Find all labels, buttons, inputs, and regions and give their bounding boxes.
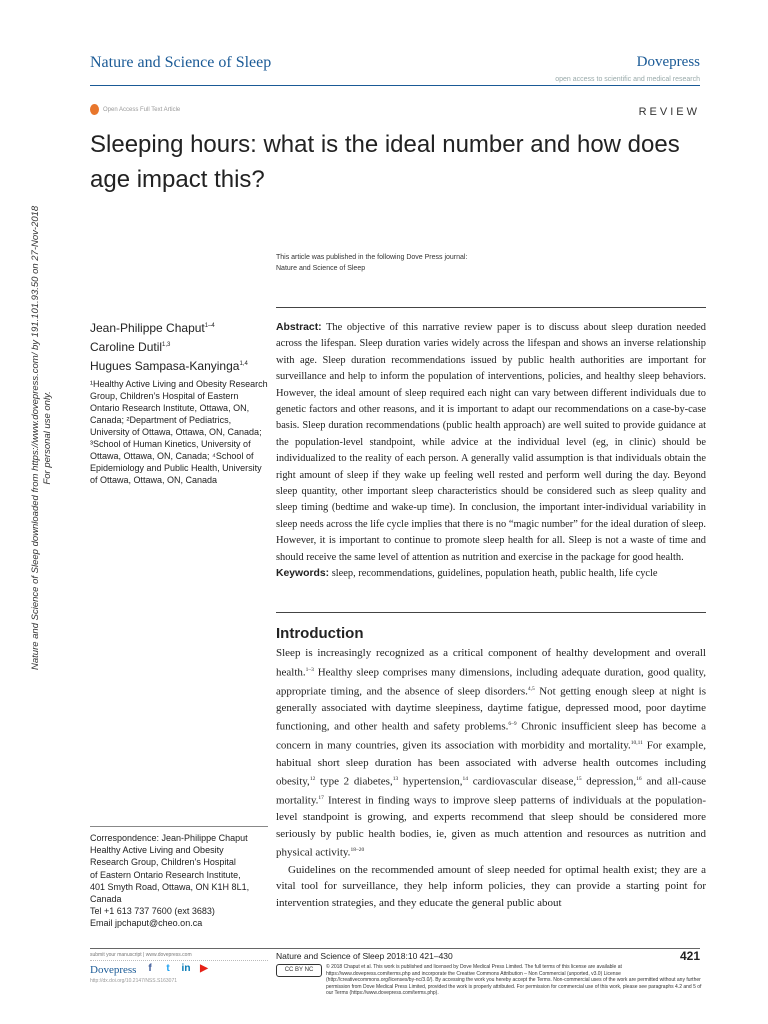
citation-ref[interactable]: 15 (576, 776, 582, 783)
paragraph (276, 645, 706, 862)
footer-rule (90, 948, 700, 949)
correspondence-rule (90, 826, 268, 827)
open-access-icon (90, 104, 99, 115)
published-journal[interactable]: Nature and Science of Sleep (276, 265, 366, 272)
keywords: sleep, recommendations, guidelines, population heath, public health, life cycle (331, 568, 658, 580)
correspondence-line: Canada (90, 894, 122, 905)
text-run: cardiovascular disease, (468, 775, 577, 788)
text-run: Healthy sleep comprises many dimensions, including adequate duration, good quality, appropriate timing, and the absence of sleep disorders. (276, 666, 706, 698)
abstract-top-rule (276, 307, 706, 308)
correspondence-line: Correspondence: Jean-Philippe Chaput (90, 833, 248, 843)
abstract-bottom-rule (276, 612, 706, 613)
abstract (276, 320, 706, 583)
publisher-logo[interactable]: Dovepress (636, 54, 700, 70)
citation-ref[interactable]: 18–20 (350, 847, 365, 854)
citation-ref[interactable]: 13 (392, 776, 399, 783)
affiliations: ¹Healthy Active Living and Obesity Research Group, Children’s Hospital of Eastern Ontario Research Institute, Ottawa, ON, Canada; ²Department of Pediatrics, University of Ottawa, Ottawa, ON, Canada; ³School of Human Kinetics, University of Ottawa, Ottawa, ON, Canada; ⁴School of Epidemiology and Public Health, University of Ottawa, Ottawa, ON, Canada (90, 379, 268, 485)
journal-name[interactable]: Nature and Science of Sleep (90, 54, 272, 71)
text-run: hypertension, (398, 775, 463, 788)
text-run: and all-cause mortality. (276, 775, 707, 807)
abstract-label: Abstract: (276, 322, 322, 333)
keywords-label: Keywords: (276, 568, 330, 580)
page-number: 421 (679, 949, 700, 963)
citation-ref[interactable]: 6–9 (508, 721, 517, 728)
open-access-label: Open Access Full Text Article (103, 106, 181, 113)
author: Hugues Sampasa-Kanyinga$^{1,4}$ (90, 359, 248, 373)
creative-commons-icon[interactable]: CC BY NC (276, 964, 322, 977)
email-link[interactable]: Email jpchaput@cheo.on.ca (90, 918, 203, 929)
download-watermark (30, 206, 54, 670)
text-run: type 2 diabetes, (315, 775, 393, 788)
text-run: Chronic insufficient sleep has become a concern in many countries, given its association with morbidity and mortality. (276, 720, 706, 753)
article-title: Sleeping hours: what is the ideal number and how does age impact this? (90, 131, 680, 193)
article-type: REVIEW (638, 106, 700, 118)
footer-citation: Nature and Science of Sleep 2018:10 421–430 (276, 951, 453, 961)
license-text: © 2018 Chaput et al. This work is published and licensed by Dove Medical Press Limited. The full terms of this license are available at https://www.dovepress.com/terms.php and incorporate the Creative Commons Attribution – Non Commercial (unported, v3.0) License (http://creativecommons.org/licenses/by-nc/3.0/). By accessing the work you hereby accept the Terms. Non-commercial uses of the work are permitted without any further permission from Dove Medical Press Limited, provided the work is properly attributed. For permission for commercial use of this work, please see paragraphs 4.2 and 5 of our Terms (https://www.dovepress.com/terms.php). (326, 964, 702, 996)
published-note (276, 252, 706, 274)
introduction-body (276, 645, 706, 911)
paragraph: Guidelines on the recommended amount of sleep needed for optimal health exist; they are a vital tool for surveillance, they help inform policies, they can provide a starting point for intervention strategies, and they educate the general public about (276, 863, 706, 909)
published-note-text: This article was published in the following Dove Press journal: (276, 254, 468, 261)
citation-ref[interactable]: 4,5 (527, 685, 535, 692)
correspondence (90, 832, 268, 930)
citation-ref[interactable]: 17 (318, 795, 324, 802)
citation-ref[interactable]: 1–3 (305, 666, 314, 673)
correspondence-line: of Eastern Ontario Research Institute, (90, 869, 241, 880)
doi-link[interactable]: http://dx.doi.org/10.2147/NSS.S163071 (90, 978, 178, 984)
correspondence-line: Tel +1 613 737 7600 (ext 3683) (90, 906, 215, 917)
social-links (144, 963, 210, 975)
author: Jean-Philippe Chaput$^{1-4}$ (90, 321, 215, 335)
watermark-line-1: Nature and Science of Sleep downloaded from https://www.dovepress.com/ by 191.101.93.50 on 27-Nov-2018 (30, 205, 41, 670)
citation-ref[interactable]: 10,11 (630, 740, 643, 747)
correspondence-line: 401 Smyth Road, Ottawa, ON K1H 8L1, (90, 881, 250, 892)
linkedin-icon[interactable]: in (181, 963, 191, 974)
correspondence-line: Research Group, Children’s Hospital (90, 857, 236, 868)
footer-publisher-logo[interactable]: Dovepress (90, 964, 137, 976)
citation-ref[interactable]: 12 (309, 776, 316, 783)
publisher-tagline: open access to scientific and medical research (555, 76, 700, 83)
submit-manuscript-link[interactable]: submit your manuscript | www.dovepress.com (90, 952, 268, 961)
text-run: Interest in finding ways to improve sleep patterns of individuals at the population-level standpoint is growing, and experts recommend that sleep should be considered more seriously by public health bodies, ie, given as much attention and resources as nutrition and physical activity. (276, 794, 706, 860)
text-run: Not getting enough sleep at night is generally associated with daytime sleepiness, daytime fatigue, depressed mood, poor daytime functioning, and other health and safety problems. (276, 685, 706, 733)
license-block (276, 964, 706, 997)
author: Caroline Dutil$^{1,3}$ (90, 340, 171, 354)
text-run: For example, habitual short sleep duration has been associated with adverse health outcomes including obesity, (276, 740, 706, 788)
header-rule (90, 85, 700, 86)
twitter-icon[interactable]: t (166, 963, 170, 974)
citation-ref[interactable]: 14 (462, 776, 468, 783)
facebook-icon[interactable]: f (148, 963, 152, 974)
abstract-text: The objective of this narrative review paper is to discuss about sleep duration needed across the lifespan. Sleep duration varies widely across the lifespan and shows an inverse relationship with age. Sleep duration recommendations issued by public health authorities are important for surveillance and help to inform the population of interventions, policies, and healthy sleep behaviors. However, the ideal amount of sleep required each night can vary between different individuals due to genetic factors and other reasons, and it is important to adapt our recommendations on a case-by-case basis. Sleep duration recommendations (public health approach) are well suited to provide guidance at the population-level standpoint, while advice at the individual level (eg, in clinic) should be individualized to the reality of each person. A generally valid assumption is that individuals obtain the right amount of sleep if they wake up feeling well rested and perform well during the day. Beyond sleep quantity, other important sleep characteristics should be considered such as sleep quality and sleep timing (bedtime and wake-up time). In conclusion, the important inter-individual variability in sleep needs across the life cycle implies that there is no “magic number” for the ideal duration of sleep. However, it is important to continue to promote sleep health for all. Sleep is not a waste of time and should receive the same level of attention as nutrition and exercise in the package for good health. (276, 322, 706, 563)
text-run: Sleep is increasingly recognized as a critical component of healthy development and overall health. (276, 647, 706, 679)
open-access-badge (90, 104, 180, 115)
citation-ref[interactable]: 16 (636, 776, 642, 783)
youtube-icon[interactable]: ▶ (200, 963, 208, 974)
section-heading: Introduction (276, 625, 364, 642)
watermark-line-2: For personal use only. (42, 391, 53, 485)
correspondence-line: Healthy Active Living and Obesity (90, 845, 224, 856)
author-list (90, 318, 270, 375)
text-run: depression, (581, 775, 637, 788)
